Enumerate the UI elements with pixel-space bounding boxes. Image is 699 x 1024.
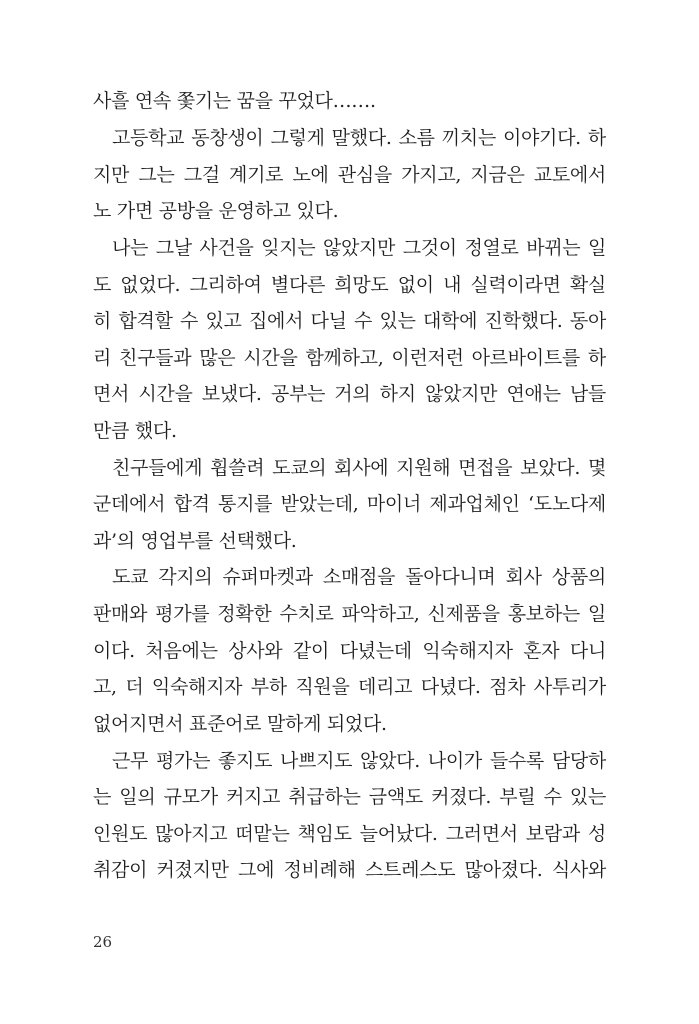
- text-line: 군데에서 합격 통지를 받았는데, 마이너 제과업체인 ‘도노다제: [93, 493, 606, 515]
- paragraph-first-line: 근무 평가는 좋지도 나쁘지도 않았다. 나이가 들수록 담당하: [112, 750, 606, 772]
- text-line: 사흘 연속 쫓기는 꿈을 꾸었다…….: [93, 90, 376, 112]
- page-number: 26: [93, 933, 113, 951]
- text-line: 노 가면 공방을 운영하고 있다.: [93, 200, 339, 222]
- paragraph-first-line: 나는 그날 사건을 잊지는 않았지만 그것이 정열로 바뀌는 일: [112, 237, 606, 259]
- text-line: 판매와 평가를 정확한 수치로 파악하고, 신제품을 홍보하는 일: [93, 603, 606, 625]
- paragraph-first-line: 도쿄 각지의 슈퍼마켓과 소매점을 돌아다니며 회사 상품의: [112, 566, 606, 588]
- text-line: 는 일의 규모가 커지고 취급하는 금액도 커졌다. 부릴 수 있는: [93, 786, 606, 808]
- text-line: 면서 시간을 보냈다. 공부는 거의 하지 않았지만 연애는 남들: [93, 383, 606, 405]
- text-line: 인원도 많아지고 떠맡는 책임도 늘어났다. 그러면서 보람과 성: [93, 823, 606, 845]
- text-line: 취감이 커졌지만 그에 정비례해 스트레스도 많아졌다. 식사와: [93, 859, 606, 881]
- text-line: 과’의 영업부를 선택했다.: [93, 530, 297, 552]
- text-line: 히 합격할 수 있고 집에서 다닐 수 있는 대학에 진학했다. 동아: [93, 310, 606, 332]
- text-line: 리 친구들과 많은 시간을 함께하고, 이런저런 아르바이트를 하: [93, 347, 606, 369]
- text-line: 고, 더 익숙해지자 부하 직원을 데리고 다녔다. 점차 사투리가: [93, 676, 606, 698]
- text-line: 만큼 했다.: [93, 420, 177, 442]
- text-line: 이다. 처음에는 상사와 같이 다녔는데 익숙해지자 혼자 다니: [93, 640, 606, 662]
- text-line: 지만 그는 그걸 계기로 노에 관심을 가지고, 지금은 교토에서: [93, 164, 606, 186]
- text-line: 도 없었다. 그리하여 별다른 희망도 없이 내 실력이라면 확실: [93, 274, 606, 296]
- paragraph-first-line: 고등학교 동창생이 그렇게 말했다. 소름 끼치는 이야기다. 하: [112, 127, 606, 149]
- paragraph-first-line: 친구들에게 휩쓸려 도쿄의 회사에 지원해 면접을 보았다. 몇: [112, 457, 606, 479]
- text-line: 없어지면서 표준어로 말하게 되었다.: [93, 713, 387, 735]
